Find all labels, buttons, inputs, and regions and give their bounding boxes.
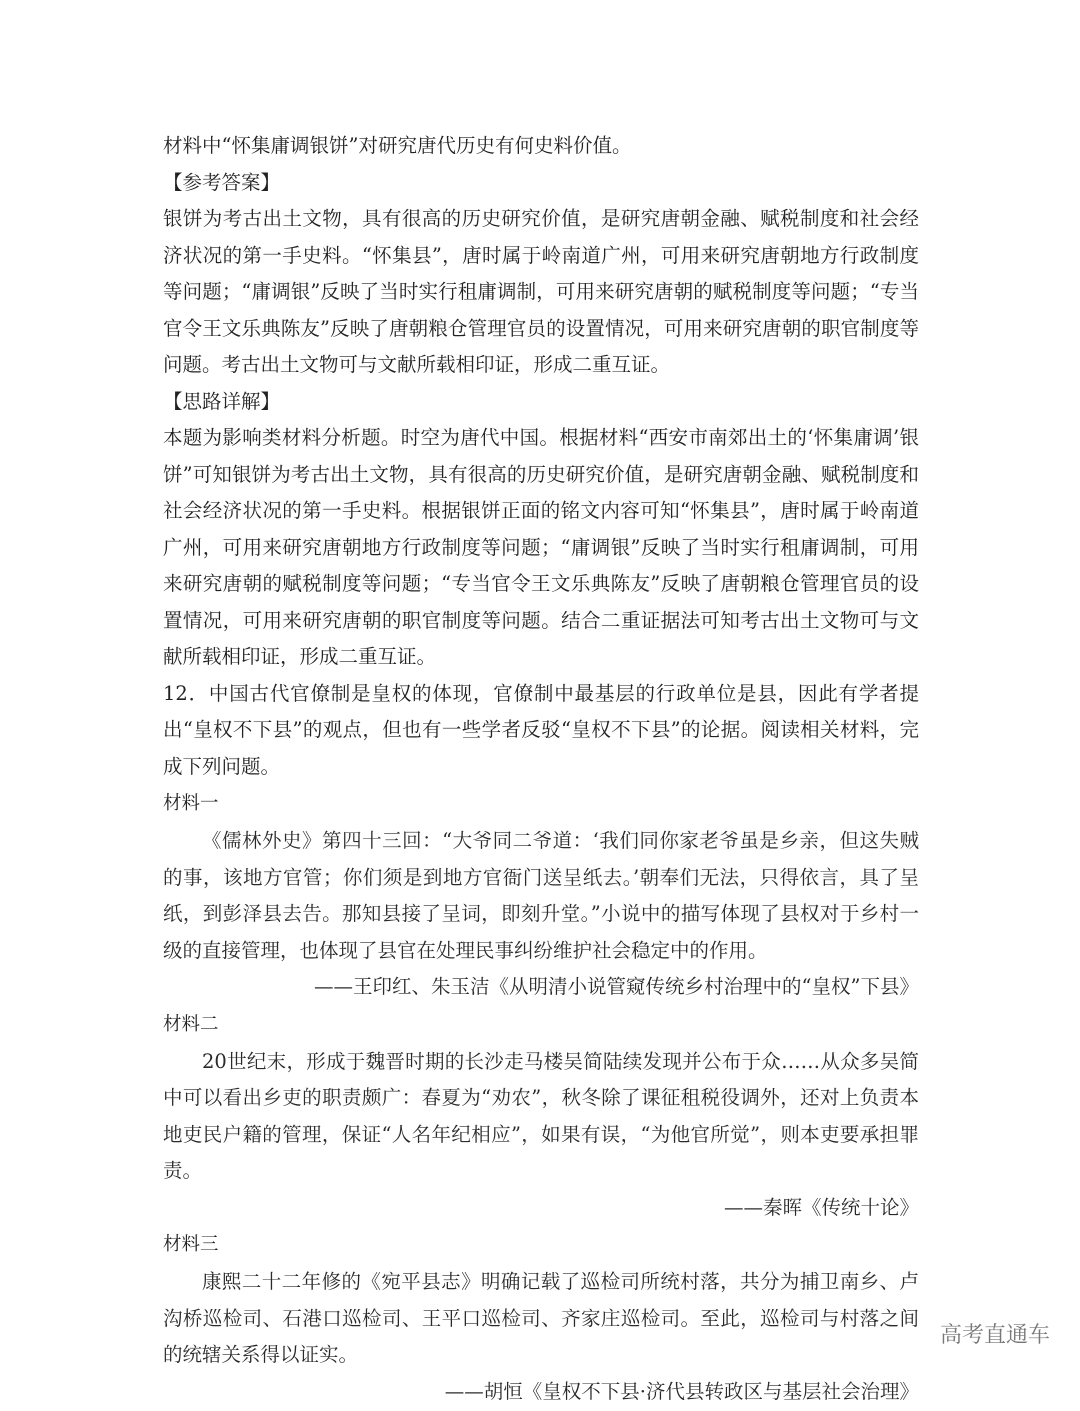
- watermark-text: 高考直通车: [940, 1323, 1051, 1348]
- material-2-text: 20世纪末，形成于魏晋时期的长沙走马楼吴简陆续发现并公布于众……从众多吴简中可以看出乡吏的职责颇广：春夏为“劝农”，秋冬除了课征租税役调外，还对上负责本地吏民户籍的管理，保证“人名年纪相应”，如果有误，“为他官所觉”，则本吏要承担罪责。: [163, 1049, 919, 1182]
- question-12-text: 12．中国古代官僚制是皇权的体现，官僚制中最基层的行政单位是县，因此有学者提出“皇权不下县”的观点，但也有一些学者反驳“皇权不下县”的论据。阅读相关材料，完成下列问题。: [163, 681, 919, 778]
- material-1-source: ——王印红、朱玉洁《从明清小说管窥传统乡村治理中的“皇权”下县》: [314, 975, 919, 998]
- material-2-label: 材料二: [163, 1013, 219, 1035]
- material-3-text: 康熙二十二年修的《宛平县志》明确记载了巡检司所统村落，共分为捕卫南乡、卢沟桥巡检司、石港口巡检司、王平口巡检司、齐家庄巡检司。至此，巡检司与村落之间的统辖关系得以证实。: [163, 1270, 919, 1366]
- explanation-text: 本题为影响类材料分析题。时空为唐代中国。根据材料“西安市南郊出土的‘怀集庸调’银饼”可知银饼为考古出土文物，具有很高的历史研究价值，是研究唐朝金融、赋税制度和社会经济状况的第一手史料。根据银饼正面的铭文内容可知“怀集县”，唐时属于岭南道广州，可用来研究唐朝地方行政制度等问题；“庸调银”反映了当时实行租庸调制，可用来研究唐朝的赋税制度等问题；“专当官令王文乐典陈友”反映了唐朝粮仓管理官员的设置情况，可用来研究唐朝的职官制度等问题。结合二重证据法可知考古出土文物可与文献所载相印证，形成二重互证。: [163, 426, 919, 668]
- question-prompt: 材料中“怀集庸调银饼”对研究唐代历史有何史料价值。: [163, 134, 632, 157]
- material-1-text: 《儒林外史》第四十三回：“大爷同二爷道：‘我们同你家老爷虽是乡亲，但这失贼的事，该地方官管；你们须是到地方官衙门送呈纸去。’朝奉们无法，只得依言，具了呈纸，到彭泽县去告。那知县接了呈词，即刻升堂。”小说中的描写体现了县权对于乡村一级的直接管理，也体现了县官在处理民事纠纷维护社会稳定中的作用。: [163, 829, 919, 962]
- reference-answer-text: 银饼为考古出土文物，具有很高的历史研究价值，是研究唐朝金融、赋税制度和社会经济状况的第一手史料。“怀集县”，唐时属于岭南道广州，可用来研究唐朝地方行政制度等问题；“庸调银”反映了当时实行租庸调制，可用来研究唐朝的赋税制度等问题；“专当官令王文乐典陈友”反映了唐朝粮仓管理官员的设置情况，可用来研究唐朝的职官制度等问题。考古出土文物可与文献所载相印证，形成二重互证。: [163, 207, 919, 376]
- material-1-label: 材料一: [163, 793, 219, 814]
- reference-answer-label: 【参考答案】: [163, 170, 281, 194]
- material-3-source: ——胡恒《皇权不下县·济代县转政区与基层社会治理》: [444, 1379, 919, 1403]
- material-3-label: 材料三: [163, 1234, 219, 1255]
- explanation-label: 【思路详解】: [163, 389, 281, 413]
- material-2-source: ——秦晖《传统十论》: [723, 1195, 919, 1219]
- document-page: [163, 128, 919, 1410]
